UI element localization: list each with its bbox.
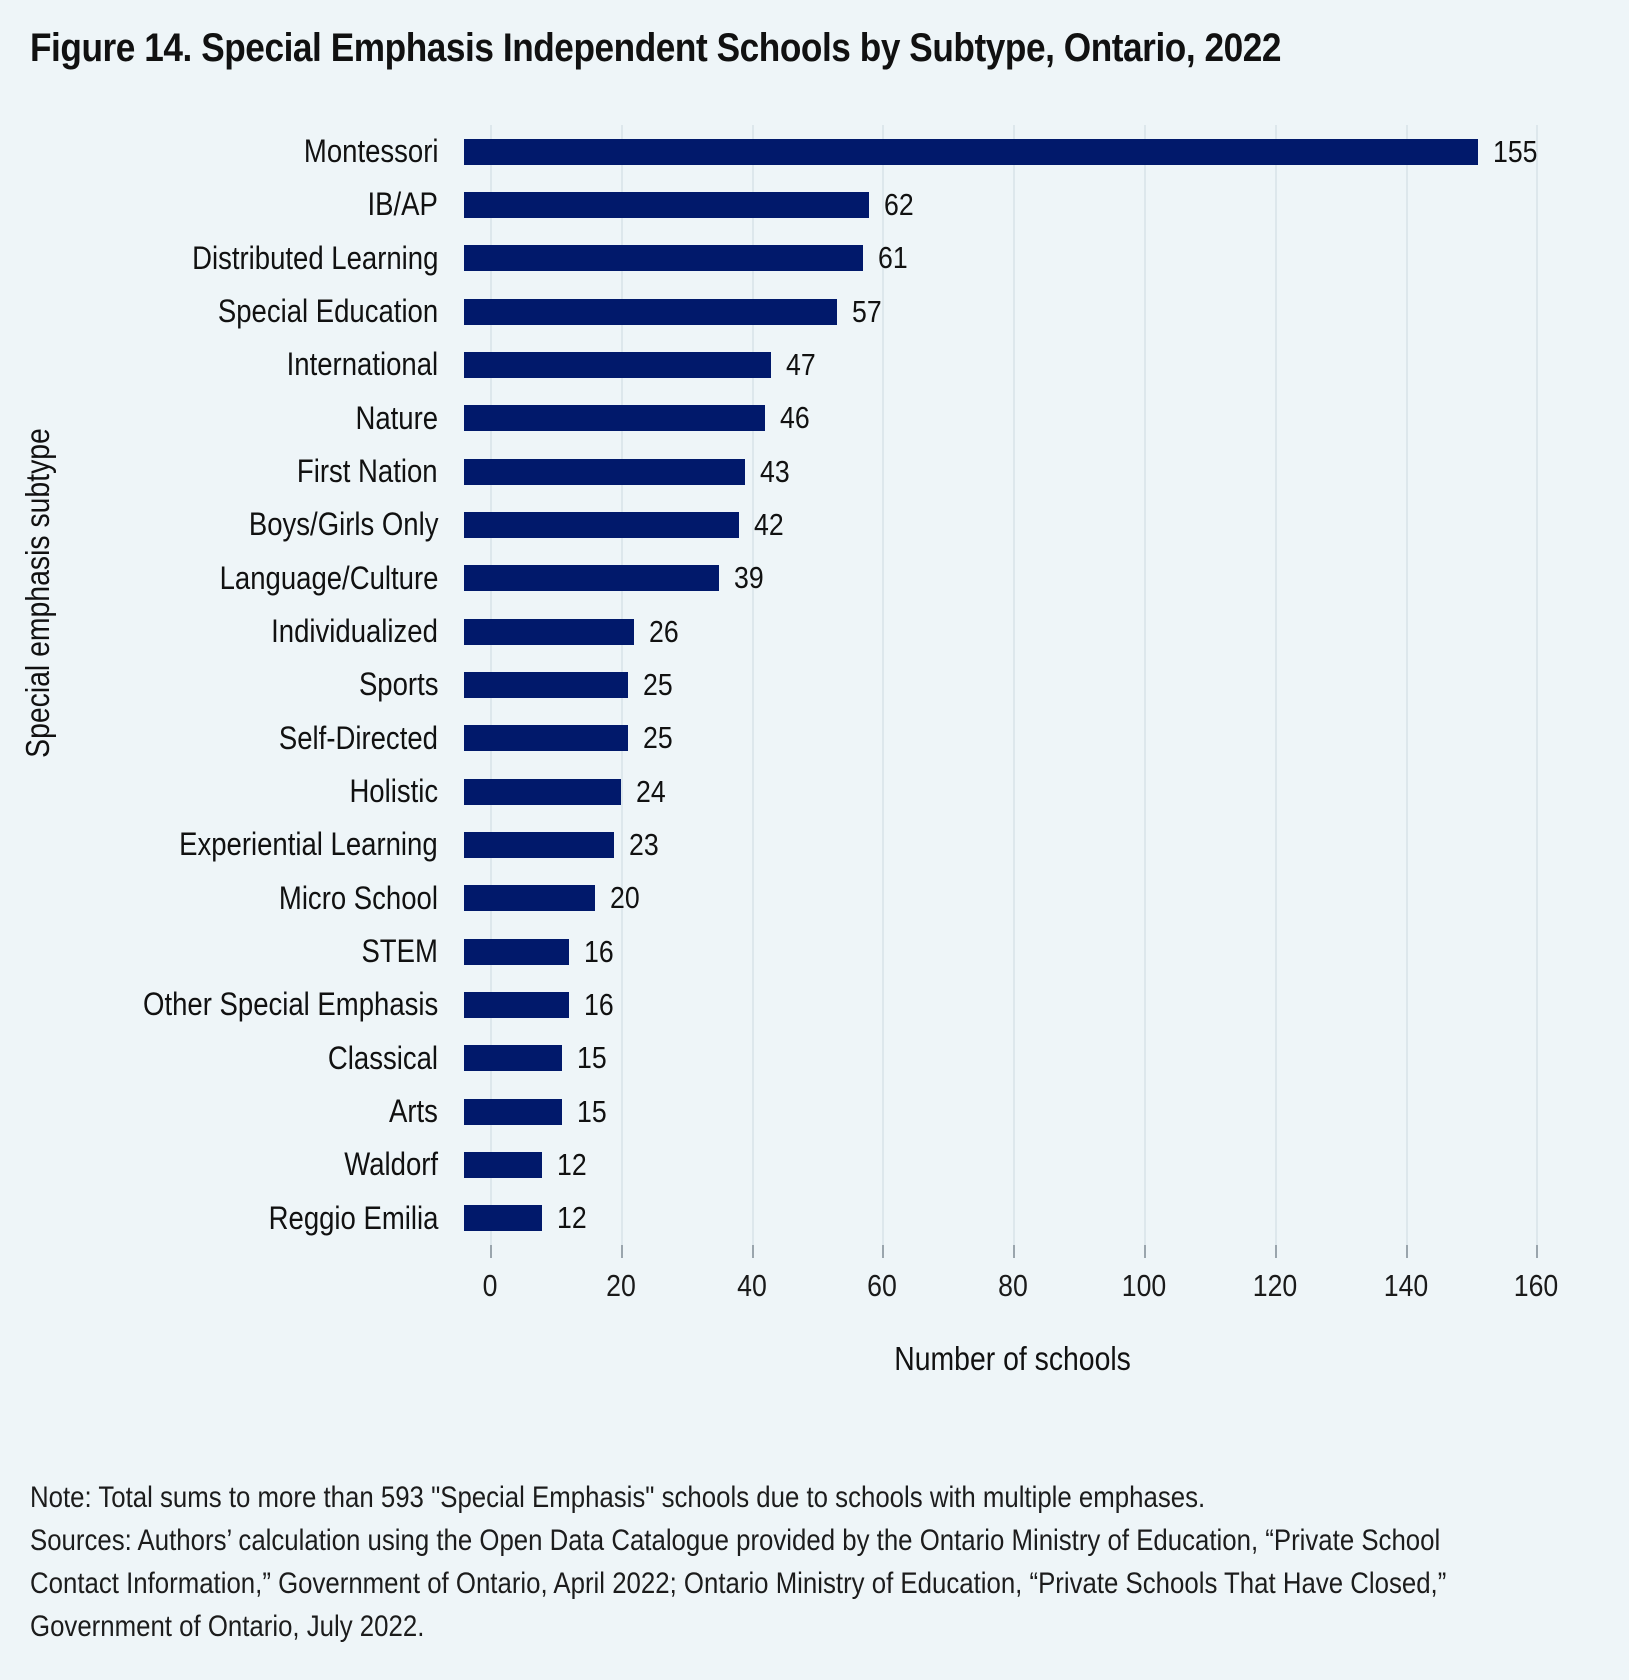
chart-title: Figure 14. Special Emphasis Independent Schools by Subtype, Ontario, 2022 [30, 26, 1282, 70]
x-tick-label: 140 [1383, 1268, 1428, 1303]
value-label: 12 [557, 1200, 588, 1236]
value-label: 57 [851, 293, 882, 329]
bar-row [0, 605, 1629, 658]
category-label: STEM [361, 933, 438, 970]
bar [464, 779, 621, 805]
category-label: Boys/Girls Only [248, 506, 438, 543]
category-label: Self-Directed [278, 719, 438, 756]
value-label: 15 [577, 1093, 607, 1129]
bar-row [0, 552, 1629, 605]
x-tick-mark [1275, 1245, 1277, 1258]
x-axis-label: Number of schools [894, 1340, 1132, 1377]
x-tick-mark [1144, 1245, 1146, 1258]
bar [464, 1205, 542, 1231]
bar-row [0, 445, 1629, 498]
source-line: Government of Ontario, July 2022. [30, 1610, 425, 1643]
category-label: Distributed Learning [191, 239, 438, 276]
value-label: 26 [649, 613, 679, 649]
bar-row [0, 232, 1629, 285]
x-tick-mark [882, 1245, 884, 1258]
bar [464, 832, 614, 858]
value-label: 20 [609, 880, 640, 916]
category-label: Micro School [278, 879, 438, 916]
value-label: 23 [629, 826, 660, 862]
bar-row [0, 1192, 1629, 1245]
value-label: 25 [642, 666, 673, 702]
value-label: 62 [884, 186, 915, 222]
value-label: 16 [583, 933, 614, 969]
value-label: 47 [786, 346, 817, 382]
bar [464, 565, 719, 591]
value-label: 24 [635, 773, 666, 809]
value-label: 61 [877, 240, 908, 276]
value-label: 16 [583, 986, 614, 1022]
bar-row [0, 125, 1629, 178]
category-label: Experiential Learning [179, 826, 438, 863]
category-label: First Nation [297, 453, 438, 490]
bar [464, 885, 595, 911]
source-line: Contact Information,” Government of Ontario, April 2022; Ontario Ministry of Education, “Private Schools That Have Closed,” [30, 1567, 1447, 1600]
category-label: Other Special Emphasis [142, 986, 438, 1023]
category-label: Holistic [349, 773, 438, 810]
bar [464, 725, 628, 751]
bar [464, 405, 765, 431]
category-label: Waldorf [344, 1146, 438, 1183]
category-label: International [286, 346, 438, 383]
bar-row [0, 1138, 1629, 1191]
bar-row [0, 765, 1629, 818]
bar-row [0, 338, 1629, 391]
bar-row [0, 498, 1629, 551]
x-tick-mark [621, 1245, 623, 1258]
x-tick-mark [1406, 1245, 1408, 1258]
bar-row [0, 712, 1629, 765]
bar [464, 299, 837, 325]
x-tick-label: 120 [1252, 1268, 1298, 1303]
bar [464, 512, 739, 538]
bar-row [0, 658, 1629, 711]
category-label: Montessori [303, 133, 438, 170]
source-line: Sources: Authors’ calculation using the Open Data Catalogue provided by the Ontario Ministry of Education, “Private School [30, 1524, 1441, 1557]
category-label: Individualized [271, 613, 438, 650]
x-tick-mark [1013, 1245, 1015, 1258]
bar-row [0, 1085, 1629, 1138]
x-tick-mark [752, 1245, 754, 1258]
bar-row [0, 978, 1629, 1031]
bar [464, 139, 1478, 165]
bar [464, 1152, 542, 1178]
x-tick-mark [1536, 1245, 1538, 1258]
x-tick-label: 60 [867, 1268, 898, 1303]
value-label: 25 [642, 720, 673, 756]
bar-row [0, 285, 1629, 338]
category-label: Arts [389, 1093, 438, 1130]
x-tick-label: 0 [482, 1268, 498, 1303]
bar-row [0, 178, 1629, 231]
bar-row [0, 818, 1629, 871]
category-label: Special Education [217, 293, 438, 330]
bar [464, 939, 569, 965]
x-tick-label: 100 [1121, 1268, 1167, 1303]
bar-row [0, 925, 1629, 978]
bar [464, 1099, 562, 1125]
bar [464, 192, 869, 218]
value-label: 43 [760, 453, 790, 489]
value-label: 39 [734, 560, 764, 596]
value-label: 15 [577, 1040, 607, 1076]
value-label: 155 [1492, 133, 1538, 169]
figure-notes [30, 1476, 1629, 1648]
value-label: 12 [557, 1146, 588, 1182]
category-label: Classical [327, 1039, 438, 1076]
sources-text [30, 1519, 1629, 1648]
x-tick-mark [490, 1245, 492, 1258]
x-tick-label: 80 [998, 1268, 1029, 1303]
bar-row [0, 1032, 1629, 1085]
category-label: Nature [355, 399, 438, 436]
y-axis-label: Special emphasis subtype [19, 428, 56, 758]
bar [464, 619, 634, 645]
x-tick-label: 20 [605, 1268, 636, 1303]
category-label: Language/Culture [219, 559, 438, 596]
x-tick-label: 40 [736, 1268, 767, 1303]
bar [464, 245, 863, 271]
bar [464, 459, 745, 485]
value-label: 46 [779, 400, 810, 436]
bar-row [0, 392, 1629, 445]
bar-rows [0, 125, 1629, 1245]
category-label: Sports [358, 666, 438, 703]
category-label: IB/AP [367, 186, 438, 223]
value-label: 42 [753, 506, 784, 542]
x-tick-label: 160 [1514, 1268, 1559, 1303]
category-label: Reggio Emilia [268, 1199, 438, 1236]
bar-row [0, 872, 1629, 925]
note-text: Note: Total sums to more than 593 "Special Emphasis" schools due to schools with multiple emphases. [30, 1481, 1206, 1514]
bar [464, 992, 569, 1018]
bar [464, 672, 628, 698]
bar [464, 1045, 562, 1071]
bar [464, 352, 771, 378]
